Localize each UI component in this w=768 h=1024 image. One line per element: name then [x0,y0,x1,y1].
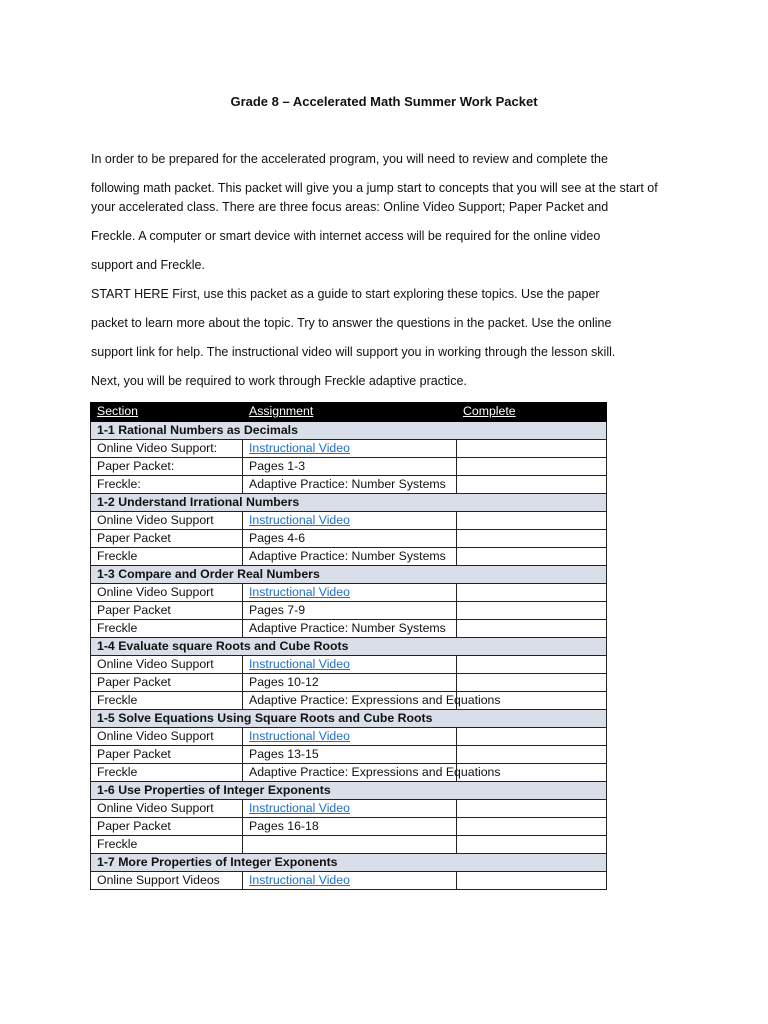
table-row [91,602,607,620]
instructional-video-link[interactable]: Instructional Video [249,441,350,455]
row-section-cell: Freckle [91,692,243,710]
instructional-video-link[interactable]: Instructional Video [249,873,350,887]
row-assignment-cell: Pages 13-15 [243,746,457,764]
row-section-cell: Paper Packet [91,674,243,692]
header-complete: Complete [457,403,607,422]
section-header-row [91,710,607,728]
table-row [91,872,607,890]
row-section-cell: Online Video Support [91,728,243,746]
table-row [91,512,607,530]
row-section-cell: Online Video Support [91,656,243,674]
row-section-cell: Online Support Videos [91,872,243,890]
section-title: 1-6 Use Properties of Integer Exponents [91,782,607,800]
section-header-row [91,782,607,800]
intro-line: START HERE First, use this packet as a guide to start exploring these topics. Use the paper [91,287,600,301]
section-header-row [91,494,607,512]
intro-line: In order to be prepared for the accelerated program, you will need to review and complete the [91,152,608,166]
row-assignment-cell [243,440,457,458]
table-row [91,530,607,548]
instructional-video-link[interactable]: Instructional Video [249,729,350,743]
row-section-cell: Paper Packet [91,602,243,620]
row-complete-cell [457,836,607,854]
table-row [91,440,607,458]
row-complete-cell [457,584,607,602]
table-row [91,620,607,638]
row-section-cell: Freckle [91,764,243,782]
table-row [91,584,607,602]
intro-line: support link for help. The instructional video will support you in working through the lesson skill. [91,345,616,359]
table-row [91,458,607,476]
table-row [91,746,607,764]
table-row [91,764,607,782]
row-assignment-cell: Pages 7-9 [243,602,457,620]
intro-line: following math packet. This packet will give you a jump start to concepts that you will see at the start of [91,181,658,195]
row-section-cell: Paper Packet [91,818,243,836]
row-complete-cell [457,872,607,890]
row-complete-cell [457,548,607,566]
table-row [91,692,607,710]
table-header-row [91,403,607,422]
row-complete-cell [457,440,607,458]
row-complete-cell [457,512,607,530]
row-assignment-cell [243,656,457,674]
table-row [91,674,607,692]
row-assignment-cell: Adaptive Practice: Expressions and Equations [243,692,457,710]
row-section-cell: Paper Packet [91,530,243,548]
row-section-cell: Online Video Support: [91,440,243,458]
row-assignment-cell: Pages 1-3 [243,458,457,476]
header-section: Section [91,403,243,422]
row-assignment-cell: Pages 4-6 [243,530,457,548]
row-complete-cell [457,476,607,494]
row-assignment-cell [243,836,457,854]
row-complete-cell [457,746,607,764]
instructional-video-link[interactable]: Instructional Video [249,801,350,815]
row-assignment-cell: Adaptive Practice: Number Systems [243,476,457,494]
section-title: 1-5 Solve Equations Using Square Roots and Cube Roots [91,710,607,728]
row-assignment-cell: Adaptive Practice: Number Systems [243,620,457,638]
section-title: 1-7 More Properties of Integer Exponents [91,854,607,872]
intro-line: Freckle. A computer or smart device with internet access will be required for the online video [91,229,601,243]
row-assignment-cell: Pages 10-12 [243,674,457,692]
page-title: Grade 8 – Accelerated Math Summer Work Packet [230,94,538,109]
row-section-cell: Online Video Support [91,800,243,818]
header-assignment: Assignment [243,403,457,422]
section-title: 1-3 Compare and Order Real Numbers [91,566,607,584]
row-complete-cell [457,728,607,746]
section-header-row [91,638,607,656]
section-title: 1-4 Evaluate square Roots and Cube Roots [91,638,607,656]
intro-line: support and Freckle. [91,258,205,272]
row-assignment-cell [243,728,457,746]
table-row [91,818,607,836]
table-row [91,800,607,818]
row-complete-cell [457,656,607,674]
intro-line: Next, you will be required to work through Freckle adaptive practice. [91,374,467,388]
row-section-cell: Paper Packet: [91,458,243,476]
row-section-cell: Freckle [91,548,243,566]
row-assignment-cell [243,800,457,818]
row-assignment-cell: Pages 16-18 [243,818,457,836]
row-assignment-cell [243,872,457,890]
section-header-row [91,422,607,440]
row-assignment-cell: Adaptive Practice: Expressions and Equations [243,764,457,782]
section-title: 1-1 Rational Numbers as Decimals [91,422,607,440]
row-section-cell: Freckle: [91,476,243,494]
table-row [91,476,607,494]
section-header-row [91,854,607,872]
row-section-cell: Online Video Support [91,584,243,602]
table-body [91,422,607,890]
row-complete-cell [457,674,607,692]
instructional-video-link[interactable]: Instructional Video [249,585,350,599]
row-assignment-cell: Adaptive Practice: Number Systems [243,548,457,566]
row-section-cell: Online Video Support [91,512,243,530]
intro-line: your accelerated class. There are three focus areas: Online Video Support; Paper Packet and [91,200,609,214]
table-row [91,656,607,674]
row-complete-cell [457,602,607,620]
instructional-video-link[interactable]: Instructional Video [249,513,350,527]
intro-line: packet to learn more about the topic. Try to answer the questions in the packet. Use the online [91,316,612,330]
row-section-cell: Freckle [91,620,243,638]
section-title: 1-2 Understand Irrational Numbers [91,494,607,512]
table-row [91,728,607,746]
table-row [91,836,607,854]
row-complete-cell [457,800,607,818]
row-complete-cell [457,530,607,548]
assignment-table [90,402,607,890]
row-complete-cell [457,620,607,638]
row-complete-cell [457,818,607,836]
row-assignment-cell [243,512,457,530]
row-section-cell: Freckle [91,836,243,854]
table-row [91,548,607,566]
row-section-cell: Paper Packet [91,746,243,764]
row-assignment-cell [243,584,457,602]
row-complete-cell [457,458,607,476]
instructional-video-link[interactable]: Instructional Video [249,657,350,671]
section-header-row [91,566,607,584]
